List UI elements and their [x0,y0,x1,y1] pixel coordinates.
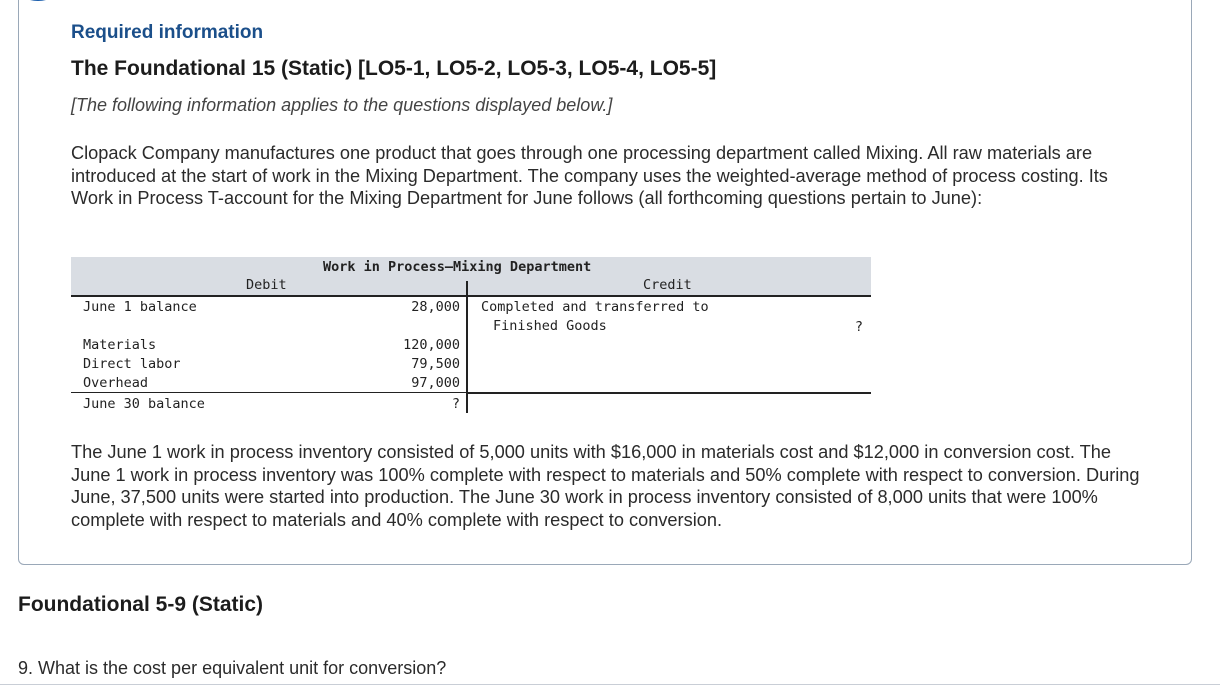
t-account-top-rule [71,295,871,297]
problem-title: The Foundational 15 (Static) [LO5-1, LO5-2, LO5-3, LO5-4, LO5-5] [71,57,717,80]
required-information-label: Required information [71,22,264,43]
debit-value-june1: 28,000 [411,299,460,315]
applies-note: [The following information applies to the questions displayed below.] [71,95,613,115]
t-account-caption: Work in Process—Mixing Department [323,259,592,275]
debit-header: Debit [246,277,287,293]
debit-subtotal-rule [71,392,466,393]
debit-label-materials: Materials [83,337,157,353]
t-account-header [71,257,871,295]
debit-value-materials: 120,000 [403,337,460,353]
credit-header: Credit [643,277,692,293]
debit-label-overhead: Overhead [83,375,149,391]
debit-value-june30: ? [451,396,460,412]
section-title: Foundational 5-9 (Static) [18,593,264,616]
debit-label-direct-labor: Direct labor [83,356,181,372]
credit-bottom-rule [468,392,871,394]
credit-line-1: Completed and transferred to [481,299,709,315]
info-badge-icon [13,0,63,1]
debit-value-overhead: 97,000 [411,375,460,391]
debit-label-june1: June 1 balance [83,299,197,315]
bottom-divider [0,684,1220,685]
credit-line-2: Finished Goods [493,318,607,334]
credit-value: ? [854,319,863,335]
debit-value-direct-labor: 79,500 [411,356,460,372]
t-account-work-in-process [71,257,871,417]
intro-paragraph: Clopack Company manufactures one product that goes through one processing department called Mixing. All raw materials are introduced at the start of work in the Mixing Department. The company uses the weighted-average method of process costing. Its Work in Process T-account for the Mixing Department for June follows (all forthcoming questions pertain to June): [71,143,1108,208]
details-paragraph: The June 1 work in process inventory consisted of 5,000 units with $16,000 in materials cost and $12,000 in conversion cost. The June 1 work in process inventory was 100% complete with respect to materials and 50% complete with respect to conversion. During June, 37,500 units were started into production. The June 30 work in process inventory consisted of 8,000 units that were 100% complete with respect to materials and 40% complete with respect to conversion. [71,442,1140,530]
question-text: 9. What is the cost per equivalent unit for conversion? [18,658,447,678]
debit-label-june30: June 30 balance [83,396,205,412]
